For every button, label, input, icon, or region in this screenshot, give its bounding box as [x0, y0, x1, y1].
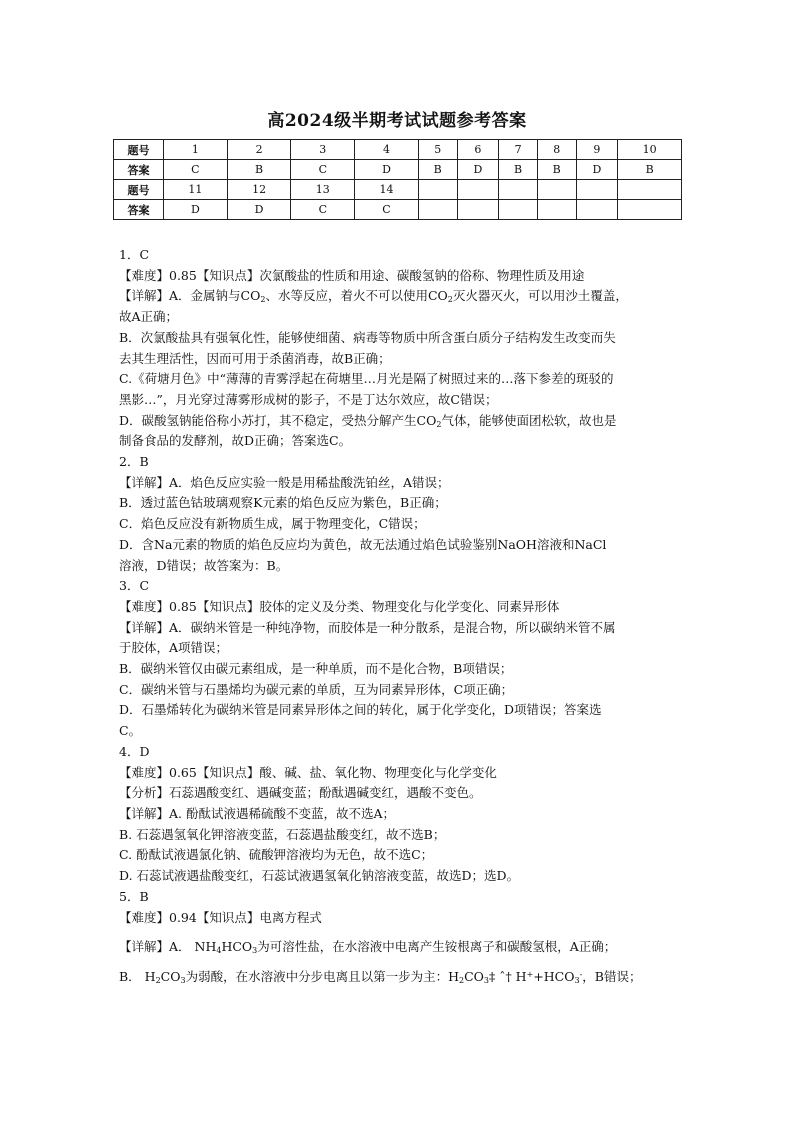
q1-line: C.《荷塘月色》中“薄薄的青雾浮起在荷塘里…月光是隔了树照过来的…落下参差的斑驳的 [119, 371, 614, 387]
q1-line: 制备食品的发酵剂，故D正确；答案选C。 [119, 433, 352, 449]
q3-line: 于胶体，A项错误； [119, 640, 229, 656]
q1-line: 【详解】A．金属钠与$CO_2$、水等反应，着火不可以使用$CO_2$灭火器灭火，可以用沙土覆盖， [119, 288, 628, 305]
answer-table-cell: 12 [227, 180, 291, 200]
answer-table-cell: B [537, 160, 576, 180]
answer-table-cell [418, 200, 457, 220]
answer-explanations [119, 245, 679, 988]
answer-table-row [114, 180, 682, 200]
q4-line: B. 石蕊遇氢氧化钾溶液变蓝，石蕊遇盐酸变红，故不选B； [119, 826, 446, 842]
answer-table-cell [618, 200, 682, 220]
answer-table-cell: D [164, 200, 228, 220]
answer-table-row [114, 160, 682, 180]
answer-table-row-header: 题号 [114, 180, 164, 200]
q5-line: 【难度】0.94【知识点】电离方程式 [119, 909, 322, 925]
answer-table-row-header: 题号 [114, 140, 164, 160]
q2-line: B．透过蓝色钴玻璃观察K元素的焰色反应为紫色，B正确； [119, 495, 447, 511]
answer-table-cell: B [227, 160, 291, 180]
q2-line: 【详解】A．焰色反应实验一般是用稀盐酸洗铂丝，A错误； [119, 474, 450, 490]
answer-table-cell: D [457, 160, 499, 180]
q5-line: B． $H_2CO_3$为弱酸，在水溶液中分步电离且以第一步为主：$H_2CO_3\ddagger$ ˆ† $H^++HCO_3^-$，B错误； [119, 968, 642, 985]
q3-line: C．碳纳米管与石墨烯均为碳元素的单质，互为同素异形体，C项正确； [119, 681, 514, 697]
q1-line: 黑影…”，月光穿过薄雾形成树的影子，不是丁达尔效应，故C错误； [119, 391, 498, 407]
answer-table-cell [457, 180, 499, 200]
answer-table-cell: B [499, 160, 538, 180]
q3-heading: 3．C [119, 578, 150, 594]
answer-table-cell [618, 180, 682, 200]
answer-table-cell: 10 [618, 140, 682, 160]
q1-line: D．碳酸氢钠能俗称小苏打，其不稳定，受热分解产生$CO_2$气体，能够使面团松软，故也是 [119, 412, 617, 429]
answer-table-cell: 14 [355, 180, 419, 200]
q4-heading: 4．D [119, 743, 150, 759]
answer-table-cell: 11 [164, 180, 228, 200]
q2-line: 溶液，D错误；故答案为：B。 [119, 557, 289, 573]
q3-line: C。 [119, 723, 142, 739]
answer-table-cell [499, 200, 538, 220]
answer-table-cell: 8 [537, 140, 576, 160]
answer-table-cell [537, 180, 576, 200]
answer-table-row [114, 200, 682, 220]
q1-line: B．次氯酸盐具有强氧化性，能够使细菌、病毒等物质中所含蛋白质分子结构发生改变而失 [119, 329, 616, 345]
answer-table-cell [576, 200, 618, 220]
answer-table-cell: 9 [576, 140, 618, 160]
q2-heading: 2．B [119, 454, 149, 470]
answer-table-cell: B [618, 160, 682, 180]
answer-table-cell [499, 180, 538, 200]
q3-line: D．石墨烯转化为碳纳米管是同素异形体之间的转化，属于化学变化，D项错误；答案选 [119, 702, 602, 718]
q5-line: 【详解】A． $NH_4HCO_3$为可溶性盐，在水溶液中电离产生铵根离子和碳酸氢根，A正确； [119, 939, 617, 956]
q1-line: 故A正确； [119, 309, 179, 325]
q4-line: 【难度】0.65【知识点】酸、碱、盐、氧化物、物理变化与化学变化 [119, 764, 497, 780]
answer-table-cell: 1 [164, 140, 228, 160]
answer-table-cell: C [291, 160, 355, 180]
answer-table-cell: 6 [457, 140, 499, 160]
answer-table-cell [418, 180, 457, 200]
answer-table-cell: B [418, 160, 457, 180]
q3-line: B．碳纳米管仅由碳元素组成，是一种单质，而不是化合物，B项错误； [119, 661, 513, 677]
q4-line: 【详解】A. 酚酞试液遇稀硫酸不变蓝，故不选A； [119, 805, 396, 821]
answer-table-row [114, 140, 682, 160]
q2-line: D．含Na元素的物质的焰色反应均为黄色，故无法通过焰色试验鉴别NaOH溶液和NaCl [119, 536, 607, 552]
answer-table-cell: 13 [291, 180, 355, 200]
q4-line: C. 酚酞试液遇氯化钠、硫酸钾溶液均为无色，故不选C； [119, 847, 434, 863]
answer-table-row-header: 答案 [114, 200, 164, 220]
answer-table-cell: 5 [418, 140, 457, 160]
answer-table-cell: C [164, 160, 228, 180]
answer-table [113, 139, 682, 220]
answer-table-cell [537, 200, 576, 220]
q3-line: 【详解】A．碳纳米管是一种纯净物，而胶体是一种分散系，是混合物，所以碳纳米管不属 [119, 619, 616, 635]
q1-heading: 1．C [119, 247, 150, 262]
q3-line: 【难度】0.85【知识点】胶体的定义及分类、物理变化与化学变化、同素异形体 [119, 598, 560, 614]
answer-table-cell: 7 [499, 140, 538, 160]
q1-line: 去其生理活性，因而可用于杀菌消毒，故B正确； [119, 350, 391, 366]
answer-table-cell [576, 180, 618, 200]
answer-table-cell: 3 [291, 140, 355, 160]
q4-line: 【分析】石蕊遇酸变红、遇碱变蓝；酚酞遇碱变红，遇酸不变色。 [119, 785, 482, 801]
q1-line: 【难度】0.85【知识点】次氯酸盐的性质和用途、碳酸氢钠的俗称、物理性质及用途 [119, 267, 585, 283]
answer-table-cell: C [291, 200, 355, 220]
answer-table-cell: D [227, 200, 291, 220]
q5-heading: 5．B [119, 888, 149, 904]
answer-table-cell: C [355, 200, 419, 220]
answer-table-cell [457, 200, 499, 220]
q4-line: D. 石蕊试液遇盐酸变红，石蕊试液遇氢氧化钠溶液变蓝，故选D；选D。 [119, 868, 520, 884]
answer-table-cell: 2 [227, 140, 291, 160]
answer-table-cell: 4 [355, 140, 419, 160]
answer-table-cell: D [576, 160, 618, 180]
q2-line: C．焰色反应没有新物质生成，属于物理变化，C错误； [119, 516, 426, 532]
answer-table-cell: D [355, 160, 419, 180]
page-title: 高2024级半期考试试题参考答案 [267, 111, 527, 131]
answer-table-row-header: 答案 [114, 160, 164, 180]
